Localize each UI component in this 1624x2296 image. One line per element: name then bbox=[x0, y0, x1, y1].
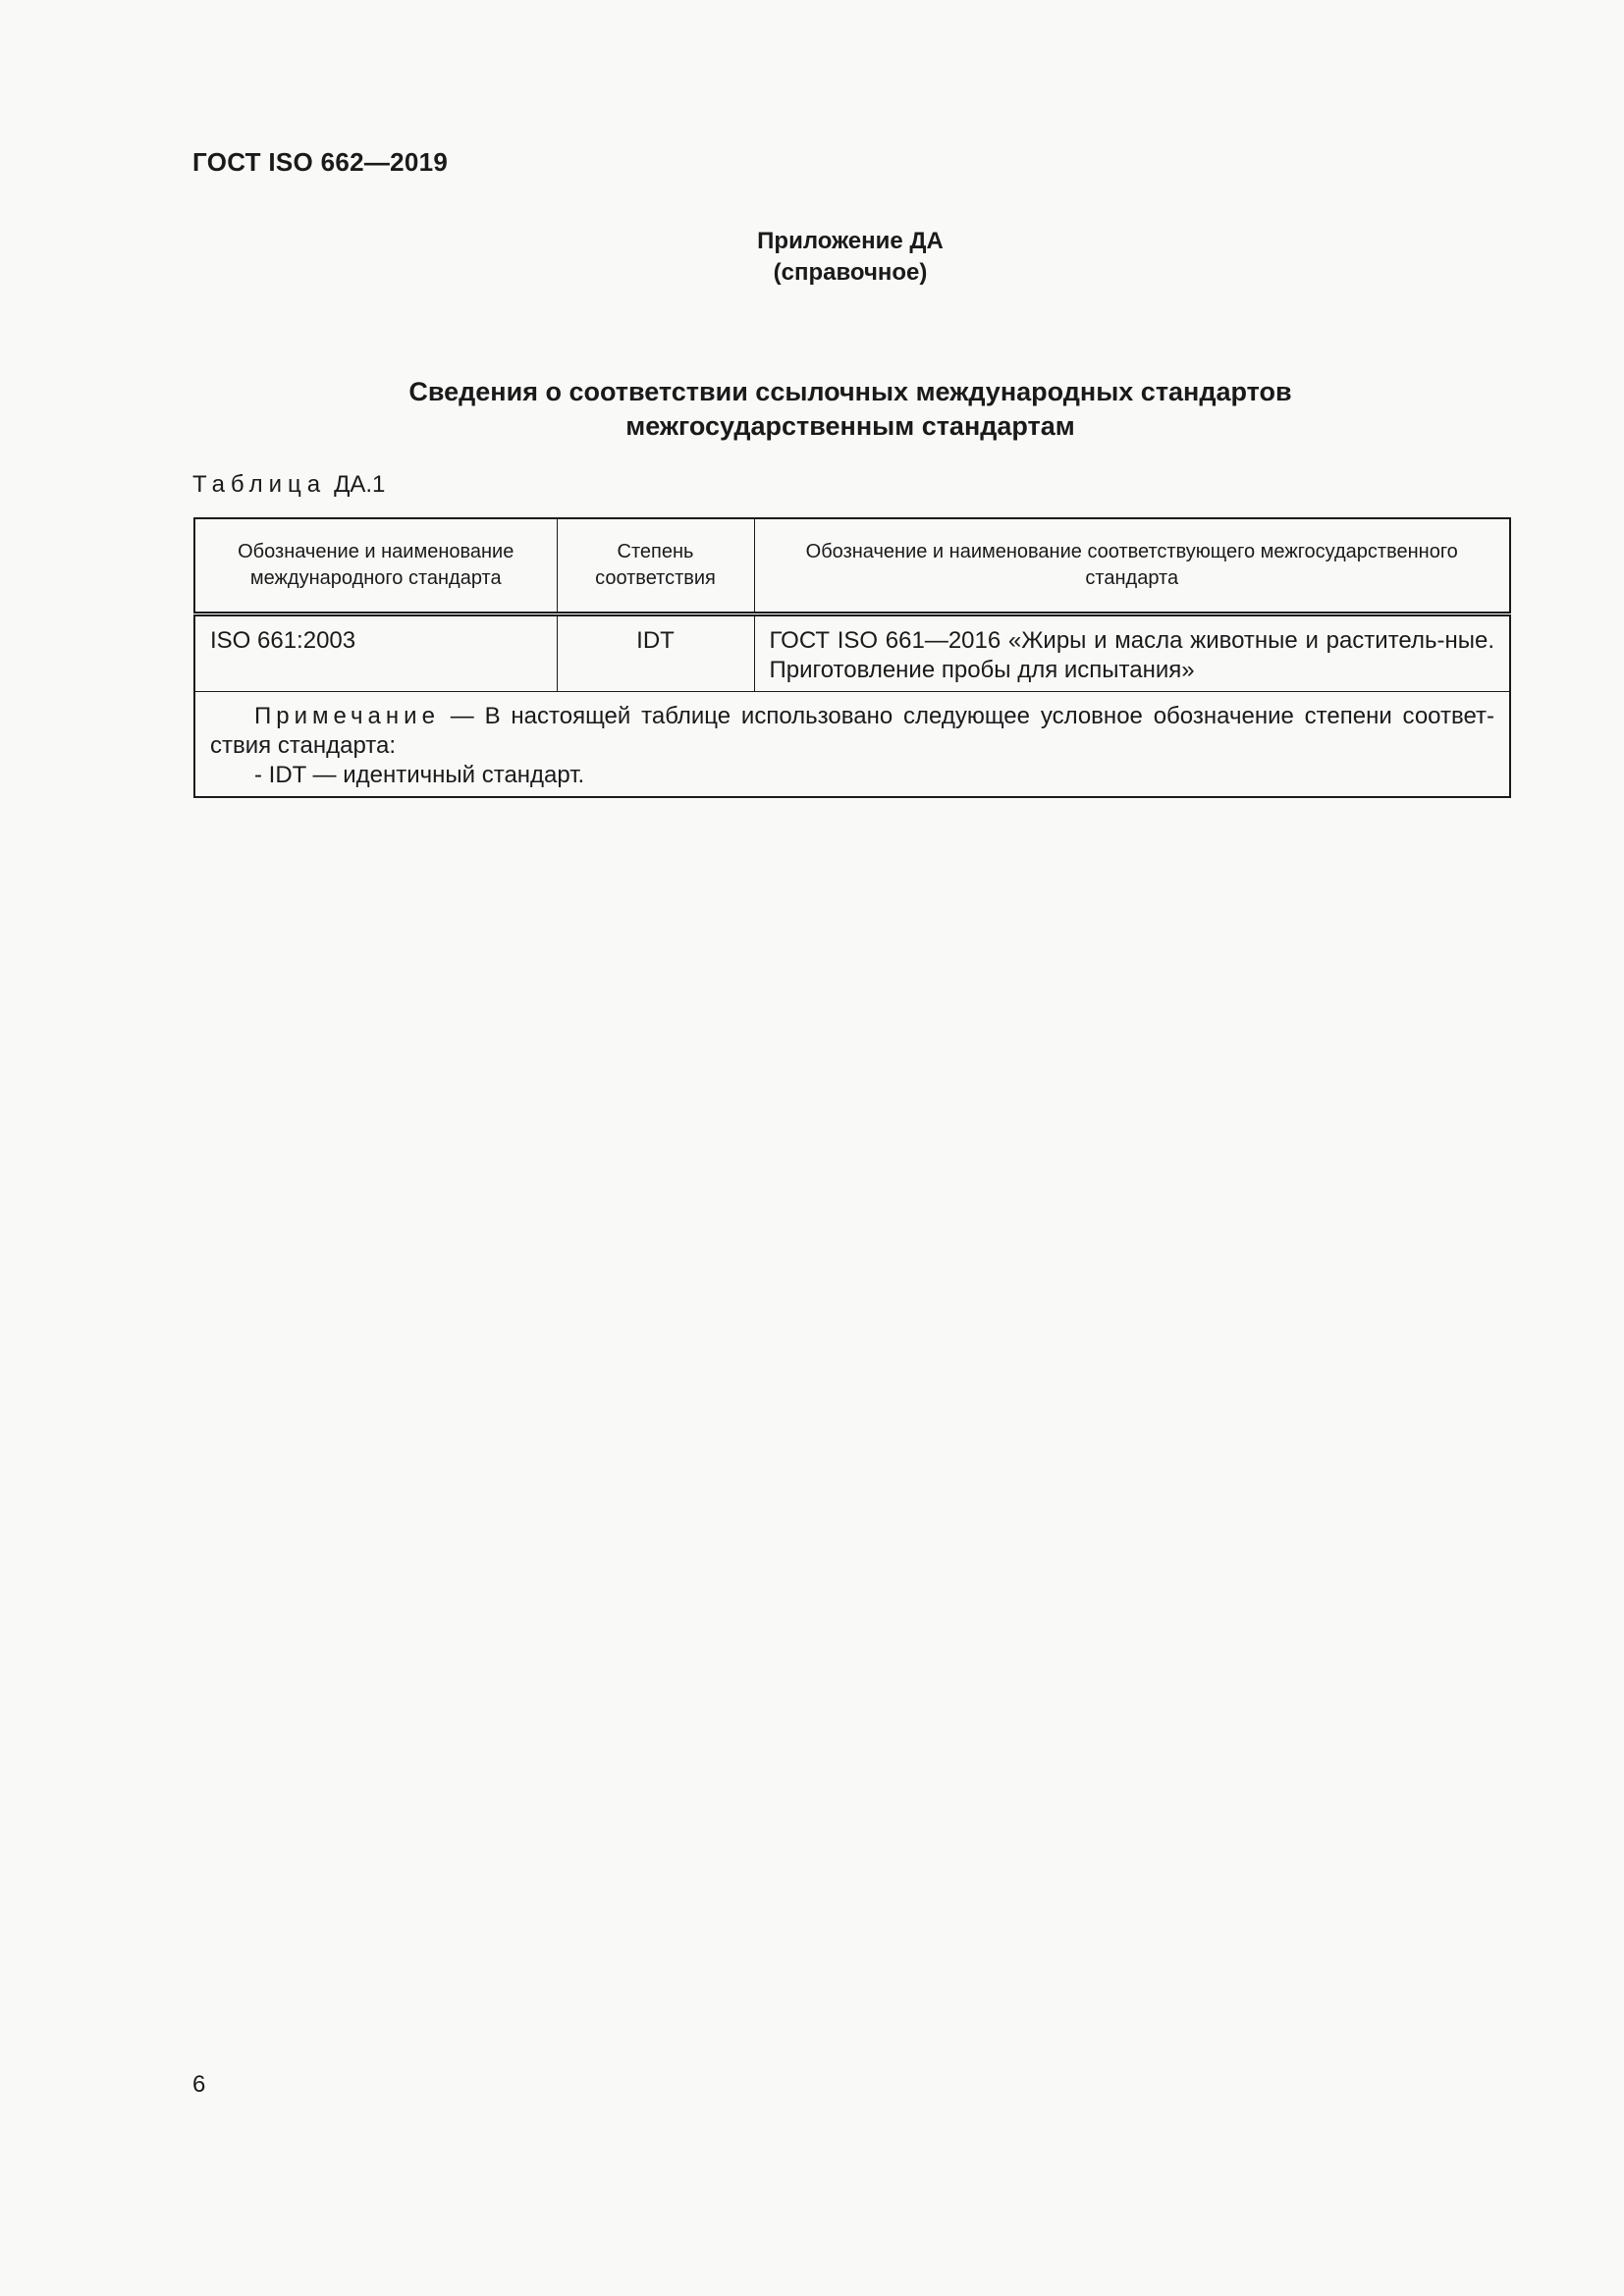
column-header-international-standard: Обозначение и наименование международного стандарта bbox=[194, 518, 557, 614]
appendix-subtitle: (справочное) bbox=[773, 259, 928, 286]
column-header-degree: Степень соответствия bbox=[557, 518, 754, 614]
column-header-interstate-standard: Обозначение и наименование соответствующего межгосударственного стандарта bbox=[754, 518, 1510, 614]
table-caption-label: Таблица bbox=[192, 471, 327, 498]
section-title-line-2: межгосударственным стандартам bbox=[625, 411, 1075, 441]
table-note bbox=[194, 692, 1510, 798]
section-title-line-1: Сведения о соответствии ссылочных международных стандартов bbox=[408, 377, 1292, 406]
correspondence-table bbox=[193, 517, 1511, 798]
document-code: ГОСТ ISO 662—2019 bbox=[192, 147, 449, 177]
table-row bbox=[194, 614, 1510, 692]
cell-degree: IDT bbox=[557, 614, 754, 692]
note-list-item: - IDT — идентичный стандарт. bbox=[254, 762, 585, 788]
appendix-title: Приложение ДА bbox=[757, 228, 944, 254]
table-header-row bbox=[194, 518, 1510, 614]
cell-interstate-standard: ГОСТ ISO 661—2016 «Жиры и масла животные и раститель-ные. Приготовление пробы для испытания» bbox=[754, 614, 1510, 692]
cell-international-standard: ISO 661:2003 bbox=[194, 614, 557, 692]
note-text bbox=[210, 702, 1494, 761]
section-title bbox=[192, 375, 1508, 444]
note-body: — В настоящей таблице использовано следующее условное обозначение степени соответ-ствия стандарта: bbox=[210, 703, 1494, 759]
note-label: Примечание bbox=[254, 703, 440, 729]
page-number: 6 bbox=[192, 2071, 206, 2098]
table-caption bbox=[192, 471, 385, 499]
table-caption-number: ДА.1 bbox=[334, 471, 386, 498]
table-note-row bbox=[194, 692, 1510, 798]
appendix-heading bbox=[192, 226, 1508, 289]
